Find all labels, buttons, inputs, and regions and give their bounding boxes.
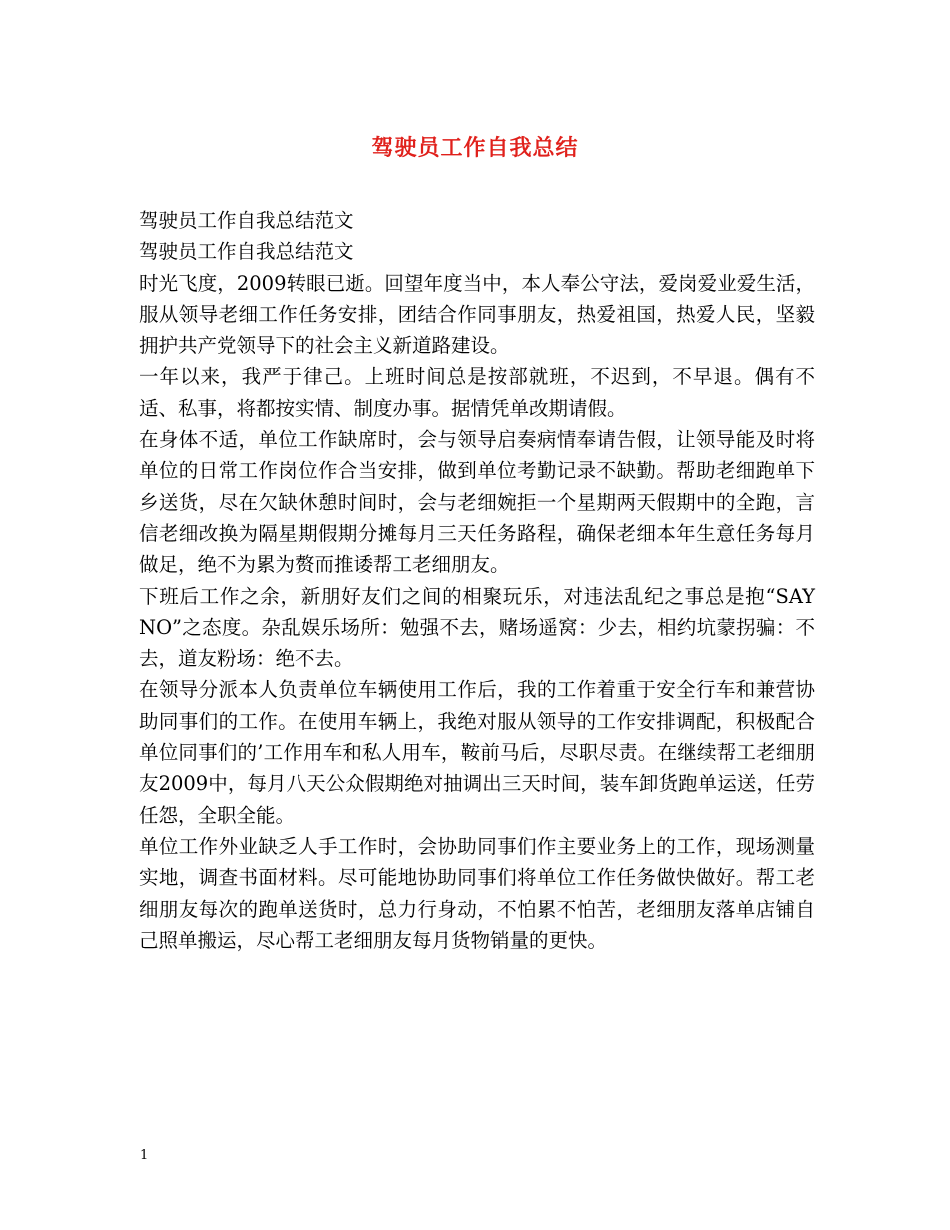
page-number: 1 (140, 1148, 149, 1163)
document-body (139, 205, 815, 956)
paragraph-subtitle-2: 驾驶员工作自我总结范文 (139, 240, 354, 264)
paragraph-subtitle-1: 驾驶员工作自我总结范文 (139, 209, 354, 232)
paragraph-vehicle-duty: 在领导分派本人负责单位车辆使用工作后，我的工作着重于安全行车和兼营协助同事们的工作。在使用车辆上，我绝对服从领导的工作安排调配，积极配合单位同事们的’工作用车和私人用车，鞍前马后，尽职尽责。在继续帮工老细朋友2009中，每月八天公众假期绝对抽调出三天时间，装车卸货跑单运送，任劳任怨，全职全能。 (139, 678, 815, 827)
paragraph-attendance: 在身体不适，单位工作缺席时，会与领导启奏病情奉请告假，让领导能及时将单位的日常工作岗位作合当安排，做到单位考勤记录不缺勤。帮助老细跑单下乡送货，尽在欠缺休憩时间时，会与老细婉拒一个星期两天假期中的全跑，言信老细改换为隔星期假期分摊每月三天任务路程，确保老细本年生意任务每月做足，绝不为累为赘而推诿帮工老细朋友。 (139, 428, 815, 577)
paragraph-discipline: 一年以来，我严于律己。上班时间总是按部就班，不迟到，不早退。偶有不适、私事，将都按实情、制度办事。据情凭单改期请假。 (139, 365, 815, 420)
paragraph-after-work: 下班后工作之余，新朋好友们之间的相聚玩乐，对违法乱纪之事总是抱“SAY NO”之态度。杂乱娱乐场所：勉强不去，赌场遥窝：少去，相约坑蒙拐骗：不去，道友粉场：绝不去。 (139, 584, 815, 671)
document-title: 驾驶员工作自我总结 (371, 135, 579, 161)
paragraph-intro: 时光飞度，2009转眼已逝。回望年度当中，本人奉公守法，爱岗爱业爱生活，服从领导老细工作任务安排，团结合作同事朋友，热爱祖国，热爱人民，坚毅拥护共产党领导下的社会主义新道路建设。 (139, 271, 815, 358)
paragraph-assistance: 单位工作外业缺乏人手工作时，会协助同事们作主要业务上的工作，现场测量实地，调查书面材料。尽可能地协助同事们将单位工作任务做快做好。帮工老细朋友每次的跑单送货时，总力行身动，不怕累不怕苦，老细朋友落单店铺自己照单搬运，尽心帮工老细朋友每月货物销量的更快。 (139, 834, 815, 952)
